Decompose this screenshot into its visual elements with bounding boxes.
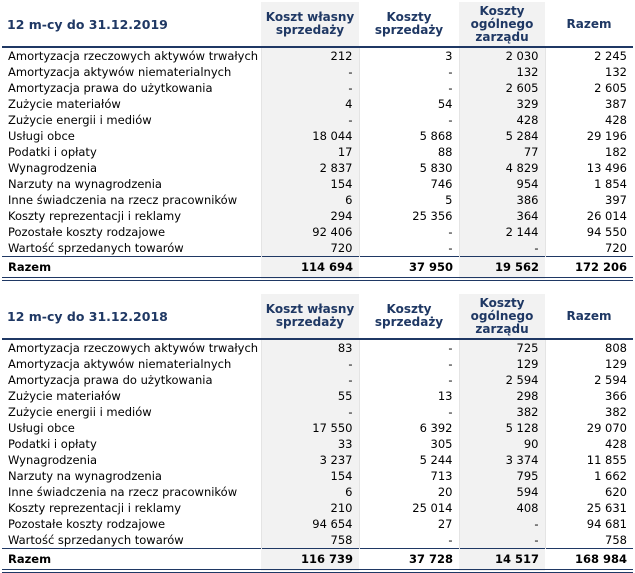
table-row (2, 420, 633, 436)
cell-value: 2 594 (459, 372, 545, 388)
cell-value: 2 030 (459, 47, 545, 64)
cell-value: 720 (545, 240, 633, 257)
cell-value: 5 284 (459, 128, 545, 144)
cell-value: 408 (459, 500, 545, 516)
cell-value: 713 (359, 468, 459, 484)
cell-value: 6 (261, 192, 359, 208)
cell-value: 154 (261, 468, 359, 484)
cell-value: 77 (459, 144, 545, 160)
cell-value: 428 (545, 436, 633, 452)
cell-value: 17 (261, 144, 359, 160)
table-row (2, 208, 633, 224)
cell-value: 2 837 (261, 160, 359, 176)
cell-value: 210 (261, 500, 359, 516)
cell-value: 55 (261, 388, 359, 404)
cell-value: - (359, 224, 459, 240)
total-value: 168 984 (545, 549, 633, 572)
row-label: Wartość sprzedanych towarów (8, 533, 184, 547)
cell-value: 594 (459, 484, 545, 500)
cell-value: 94 681 (545, 516, 633, 532)
cell-value: - (261, 372, 359, 388)
column-header (359, 294, 459, 339)
total-value: 172 206 (545, 257, 633, 280)
cell-value: - (261, 356, 359, 372)
period-title: 12 m-cy do 31.12.2018 (2, 294, 261, 339)
cell-value: 3 374 (459, 452, 545, 468)
table-row (2, 500, 633, 516)
table-row (2, 224, 633, 240)
column-header-line: Koszty (479, 3, 525, 18)
cell-value: 3 (359, 47, 459, 64)
cell-value: - (359, 240, 459, 257)
cell-value: 428 (545, 112, 633, 128)
cell-value: 29 196 (545, 128, 633, 144)
cell-value: - (261, 112, 359, 128)
cell-value: 2 245 (545, 47, 633, 64)
cell-value: 11 855 (545, 452, 633, 468)
cell-value: 5 128 (459, 420, 545, 436)
cell-value: 746 (359, 176, 459, 192)
cell-value: - (261, 64, 359, 80)
table-row (2, 404, 633, 420)
cell-value: - (359, 80, 459, 96)
cell-value: - (459, 240, 545, 257)
table-row (2, 192, 633, 208)
row-label: Amortyzacja aktywów niematerialnych (8, 65, 232, 79)
row-label: Amortyzacja rzeczowych aktywów trwałych (8, 341, 259, 355)
row-label: Inne świadczenia na rzecz pracowników (8, 485, 238, 499)
cell-value: 5 830 (359, 160, 459, 176)
column-header-line: Koszt własny (265, 302, 355, 316)
cell-value: 129 (545, 356, 633, 372)
cost-table-body (2, 294, 633, 571)
column-header-line: Razem (566, 308, 612, 323)
cell-value: 13 (359, 388, 459, 404)
row-label: Wartość sprzedanych towarów (8, 241, 184, 255)
table-row (2, 468, 633, 484)
row-label: Narzuty na wynagrodzenia (8, 177, 162, 191)
cell-value: 92 406 (261, 224, 359, 240)
cell-value: 294 (261, 208, 359, 224)
cell-value: 5 244 (359, 452, 459, 468)
row-label: Pozostałe koszty rodzajowe (8, 225, 166, 239)
cell-value: 25 014 (359, 500, 459, 516)
cell-value: 26 014 (545, 208, 633, 224)
cost-table-body (2, 2, 633, 279)
column-header-line: sprzedaży (275, 23, 345, 37)
cell-value: 6 392 (359, 420, 459, 436)
column-header (359, 2, 459, 47)
cell-value: 364 (459, 208, 545, 224)
cell-value: - (359, 64, 459, 80)
cell-value: 3 237 (261, 452, 359, 468)
cell-value: 25 631 (545, 500, 633, 516)
cell-value: 795 (459, 468, 545, 484)
row-label: Amortyzacja rzeczowych aktywów trwałych (8, 49, 259, 63)
table-row (2, 112, 633, 128)
column-header-line: Koszty (386, 302, 432, 316)
column-header (459, 2, 545, 47)
table-row (2, 484, 633, 500)
row-label: Podatki i opłaty (8, 437, 97, 451)
cell-value: 83 (261, 339, 359, 356)
row-label: Amortyzacja prawa do użytkowania (8, 81, 213, 95)
cell-value: - (359, 356, 459, 372)
cell-value: 5 (359, 192, 459, 208)
cell-value: 808 (545, 339, 633, 356)
row-label: Pozostałe koszty rodzajowe (8, 517, 166, 531)
cell-value: 725 (459, 339, 545, 356)
cell-value: 132 (459, 64, 545, 80)
column-header-line: zarządu (475, 321, 529, 336)
cell-value: 382 (545, 404, 633, 420)
row-label: Zużycie energii i mediów (8, 405, 152, 419)
total-row (2, 549, 633, 572)
cell-value: 54 (359, 96, 459, 112)
cell-value: 1 854 (545, 176, 633, 192)
column-header-line: Razem (566, 16, 612, 31)
cell-value: 298 (459, 388, 545, 404)
cell-value: 4 829 (459, 160, 545, 176)
column-header (459, 294, 545, 339)
cell-value: 720 (261, 240, 359, 257)
cell-value: 4 (261, 96, 359, 112)
table-row (2, 64, 633, 80)
total-value: 19 562 (459, 257, 545, 280)
cell-value: 90 (459, 436, 545, 452)
cost-table-2019 (2, 2, 633, 281)
cell-value: - (459, 532, 545, 549)
header-row (2, 2, 633, 47)
column-header-line: zarządu (475, 29, 529, 44)
cell-value: 18 044 (261, 128, 359, 144)
column-header-line: ogólnego (470, 308, 534, 323)
cell-value: 2 594 (545, 372, 633, 388)
total-value: 14 517 (459, 549, 545, 572)
column-header (545, 2, 633, 47)
cell-value: 2 605 (459, 80, 545, 96)
table-row (2, 436, 633, 452)
cell-value: 132 (545, 64, 633, 80)
cell-value: 20 (359, 484, 459, 500)
column-header-line: Koszty (386, 10, 432, 24)
row-label: Podatki i opłaty (8, 145, 97, 159)
cell-value: 387 (545, 96, 633, 112)
column-header-line: sprzedaży (374, 23, 444, 37)
table-row (2, 532, 633, 549)
table-row (2, 516, 633, 532)
cell-value: 6 (261, 484, 359, 500)
cell-value: 17 550 (261, 420, 359, 436)
table-row (2, 96, 633, 112)
column-header (261, 294, 359, 339)
cell-value: - (359, 372, 459, 388)
cell-value: 33 (261, 436, 359, 452)
table-row (2, 176, 633, 192)
column-header-line: ogólnego (470, 16, 534, 31)
cell-value: 2 605 (545, 80, 633, 96)
cell-value: 305 (359, 436, 459, 452)
cell-value: - (261, 80, 359, 96)
cell-value: - (359, 112, 459, 128)
column-header-line: Koszt własny (265, 10, 355, 24)
table-row (2, 47, 633, 64)
cell-value: 2 144 (459, 224, 545, 240)
table-row (2, 339, 633, 356)
cost-table-2018 (2, 294, 633, 573)
table-row (2, 144, 633, 160)
cell-value: 386 (459, 192, 545, 208)
cell-value: 29 070 (545, 420, 633, 436)
cell-value: 129 (459, 356, 545, 372)
row-label: Zużycie materiałów (8, 389, 121, 403)
cell-value: 329 (459, 96, 545, 112)
total-value: 37 728 (359, 549, 459, 572)
cell-value: 212 (261, 47, 359, 64)
cell-value: 620 (545, 484, 633, 500)
total-value: 37 950 (359, 257, 459, 280)
cell-value: 382 (459, 404, 545, 420)
cell-value: 428 (459, 112, 545, 128)
column-header-line: sprzedaży (374, 315, 444, 329)
row-label: Usługi obce (8, 129, 75, 143)
cell-value: - (459, 516, 545, 532)
total-value: 114 694 (261, 257, 359, 280)
column-header (261, 2, 359, 47)
table-row (2, 452, 633, 468)
cell-value: 94 550 (545, 224, 633, 240)
cell-value: - (359, 339, 459, 356)
total-label: Razem (2, 257, 261, 280)
total-value: 116 739 (261, 549, 359, 572)
row-label: Inne świadczenia na rzecz pracowników (8, 193, 238, 207)
table-row (2, 128, 633, 144)
cell-value: 954 (459, 176, 545, 192)
cell-value: 758 (545, 532, 633, 549)
cell-value: 5 868 (359, 128, 459, 144)
cell-value: - (359, 532, 459, 549)
total-label: Razem (2, 549, 261, 572)
column-header (545, 294, 633, 339)
cell-value: 27 (359, 516, 459, 532)
row-label: Amortyzacja prawa do użytkowania (8, 373, 213, 387)
row-label: Amortyzacja aktywów niematerialnych (8, 357, 232, 371)
table-row (2, 388, 633, 404)
cell-value: - (359, 404, 459, 420)
cell-value: 397 (545, 192, 633, 208)
total-row (2, 257, 633, 280)
cell-value: 88 (359, 144, 459, 160)
period-title: 12 m-cy do 31.12.2019 (2, 2, 261, 47)
cell-value: 13 496 (545, 160, 633, 176)
cell-value: 25 356 (359, 208, 459, 224)
cell-value: 182 (545, 144, 633, 160)
cell-value: 94 654 (261, 516, 359, 532)
table-row (2, 240, 633, 257)
table-row (2, 372, 633, 388)
row-label: Koszty reprezentacji i reklamy (8, 501, 182, 515)
cell-value: 758 (261, 532, 359, 549)
row-label: Zużycie energii i mediów (8, 113, 152, 127)
column-header-line: sprzedaży (275, 315, 345, 329)
table-row (2, 160, 633, 176)
cell-value: 1 662 (545, 468, 633, 484)
row-label: Koszty reprezentacji i reklamy (8, 209, 182, 223)
row-label: Narzuty na wynagrodzenia (8, 469, 162, 483)
table-row (2, 80, 633, 96)
table-row (2, 356, 633, 372)
cell-value: 154 (261, 176, 359, 192)
header-row (2, 294, 633, 339)
row-label: Zużycie materiałów (8, 97, 121, 111)
row-label: Usługi obce (8, 421, 75, 435)
cell-value: - (261, 404, 359, 420)
row-label: Wynagrodzenia (8, 161, 98, 175)
row-label: Wynagrodzenia (8, 453, 98, 467)
cell-value: 366 (545, 388, 633, 404)
column-header-line: Koszty (479, 295, 525, 310)
